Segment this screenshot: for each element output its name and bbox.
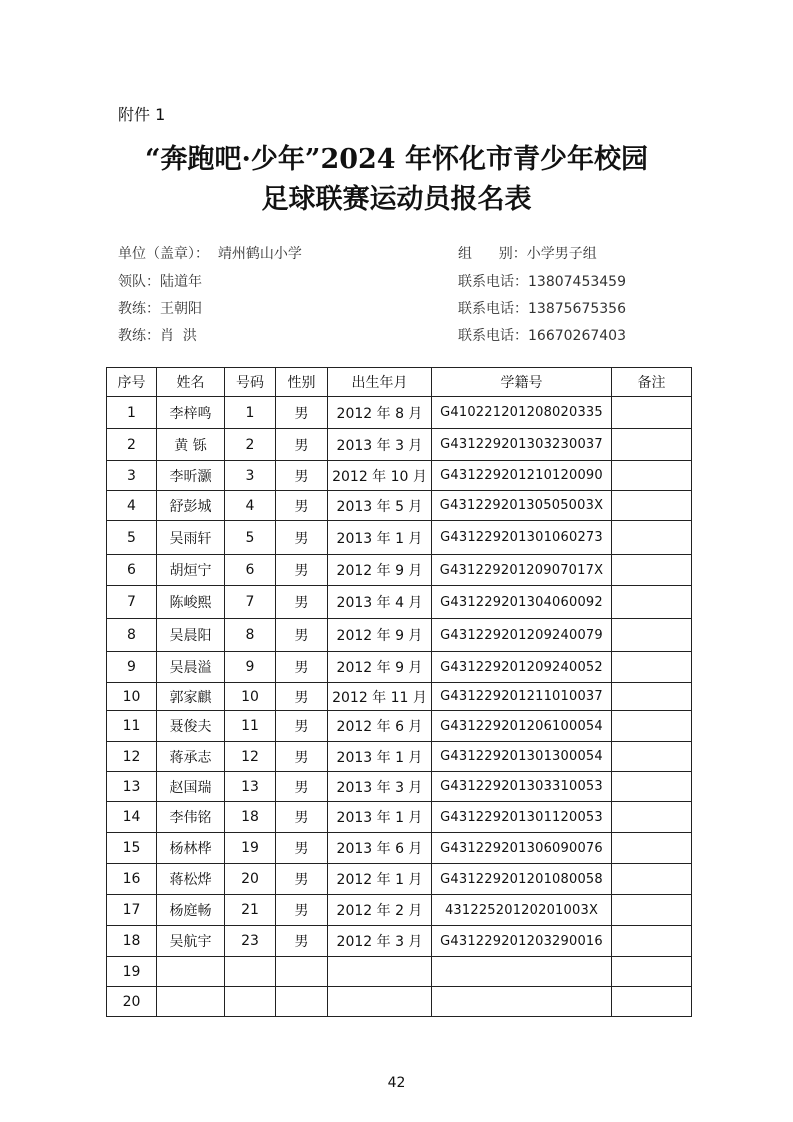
cell-student-id: 43122520120201003X: [432, 895, 612, 926]
cell-number: 21: [225, 895, 276, 926]
cell-name: [157, 957, 225, 987]
cell-remarks: [612, 586, 692, 619]
cell-number: 5: [225, 521, 276, 555]
table-row: [107, 802, 692, 833]
cell-index: 6: [107, 555, 157, 586]
unit-info: 单位（盖章）： 靖州鹤山小学: [118, 246, 302, 262]
cell-gender: [276, 987, 328, 1017]
cell-birth: 2012 年 9 月: [328, 555, 432, 586]
cell-student-id: G431229201306090076: [432, 833, 612, 864]
cell-name: 陈峻熙: [157, 586, 225, 619]
table-row: [107, 742, 692, 772]
table-row: [107, 711, 692, 742]
leader-info: 领队：陆道年: [118, 274, 202, 290]
cell-student-id: G431229201209240052: [432, 652, 612, 683]
cell-number: 9: [225, 652, 276, 683]
cell-gender: 男: [276, 742, 328, 772]
cell-index: 11: [107, 711, 157, 742]
cell-number: 3: [225, 461, 276, 491]
phone-info-3: 联系电话：16670267403: [458, 328, 626, 344]
cell-number: 18: [225, 802, 276, 833]
cell-index: 2: [107, 429, 157, 461]
cell-remarks: [612, 652, 692, 683]
cell-gender: 男: [276, 895, 328, 926]
cell-student-id: G431229201301120053: [432, 802, 612, 833]
cell-student-id: G431229201201080058: [432, 864, 612, 895]
header-remarks: 备注: [612, 368, 692, 397]
cell-gender: 男: [276, 397, 328, 429]
cell-number: 2: [225, 429, 276, 461]
cell-student-id: G43122920130505003X: [432, 491, 612, 521]
cell-index: 20: [107, 987, 157, 1017]
page-title-line-2: 足球联赛运动员报名表: [261, 184, 532, 215]
cell-gender: 男: [276, 864, 328, 895]
cell-name: 李梓鸣: [157, 397, 225, 429]
header-student-id: 学籍号: [432, 368, 612, 397]
cell-gender: 男: [276, 619, 328, 652]
cell-remarks: [612, 555, 692, 586]
header-gender: 性别: [276, 368, 328, 397]
cell-name: 聂俊夫: [157, 711, 225, 742]
cell-name: 黄 铄: [157, 429, 225, 461]
cell-index: 18: [107, 926, 157, 957]
cell-student-id: G43122920120907017X: [432, 555, 612, 586]
cell-student-id: G431229201206100054: [432, 711, 612, 742]
cell-index: 8: [107, 619, 157, 652]
cell-birth: 2012 年 1 月: [328, 864, 432, 895]
cell-birth: 2012 年 2 月: [328, 895, 432, 926]
cell-gender: 男: [276, 833, 328, 864]
table-row: [107, 461, 692, 491]
cell-name: 吴晨阳: [157, 619, 225, 652]
cell-number: [225, 957, 276, 987]
cell-student-id: [432, 987, 612, 1017]
table-row: [107, 429, 692, 461]
cell-name: [157, 987, 225, 1017]
cell-gender: 男: [276, 491, 328, 521]
cell-index: 9: [107, 652, 157, 683]
table-row: [107, 652, 692, 683]
cell-remarks: [612, 864, 692, 895]
cell-number: 8: [225, 619, 276, 652]
cell-student-id: G431229201209240079: [432, 619, 612, 652]
cell-number: 1: [225, 397, 276, 429]
cell-birth: [328, 957, 432, 987]
cell-name: 舒彭城: [157, 491, 225, 521]
cell-birth: 2013 年 1 月: [328, 802, 432, 833]
cell-student-id: G410221201208020335: [432, 397, 612, 429]
table-header-row: [107, 368, 692, 397]
header-name: 姓名: [157, 368, 225, 397]
cell-gender: 男: [276, 926, 328, 957]
cell-remarks: [612, 683, 692, 711]
cell-index: 7: [107, 586, 157, 619]
cell-birth: 2012 年 3 月: [328, 926, 432, 957]
cell-name: 杨庭畅: [157, 895, 225, 926]
cell-student-id: G431229201301060273: [432, 521, 612, 555]
roster-table: [106, 367, 692, 1017]
cell-student-id: [432, 957, 612, 987]
cell-name: 吴雨轩: [157, 521, 225, 555]
cell-index: 14: [107, 802, 157, 833]
cell-name: 蒋松烨: [157, 864, 225, 895]
cell-gender: 男: [276, 711, 328, 742]
table-row: [107, 957, 692, 987]
phone-info-1: 联系电话：13807453459: [458, 274, 626, 290]
cell-gender: 男: [276, 652, 328, 683]
cell-birth: 2013 年 6 月: [328, 833, 432, 864]
cell-number: 11: [225, 711, 276, 742]
table-row: [107, 683, 692, 711]
cell-student-id: G431229201203290016: [432, 926, 612, 957]
table-row: [107, 833, 692, 864]
cell-number: 19: [225, 833, 276, 864]
cell-name: 郭家麒: [157, 683, 225, 711]
cell-index: 1: [107, 397, 157, 429]
cell-remarks: [612, 926, 692, 957]
cell-gender: 男: [276, 802, 328, 833]
cell-birth: 2012 年 6 月: [328, 711, 432, 742]
cell-index: 5: [107, 521, 157, 555]
cell-name: 李昕灏: [157, 461, 225, 491]
cell-student-id: G431229201210120090: [432, 461, 612, 491]
cell-number: 12: [225, 742, 276, 772]
cell-gender: 男: [276, 683, 328, 711]
cell-index: 3: [107, 461, 157, 491]
cell-index: 17: [107, 895, 157, 926]
group-info: 组 别：小学男子组: [458, 246, 597, 262]
cell-student-id: G431229201303230037: [432, 429, 612, 461]
coach-info-1: 教练：王朝阳: [118, 301, 202, 317]
coach-info-2: 教练：肖 洪: [118, 328, 197, 344]
table-row: [107, 895, 692, 926]
cell-birth: 2013 年 4 月: [328, 586, 432, 619]
cell-remarks: [612, 957, 692, 987]
cell-remarks: [612, 429, 692, 461]
cell-remarks: [612, 461, 692, 491]
table-row: [107, 397, 692, 429]
cell-name: 李伟铭: [157, 802, 225, 833]
cell-gender: 男: [276, 586, 328, 619]
cell-birth: 2012 年 9 月: [328, 619, 432, 652]
cell-student-id: G431229201211010037: [432, 683, 612, 711]
cell-birth: 2012 年 10 月: [328, 461, 432, 491]
table-row: [107, 987, 692, 1017]
cell-student-id: G431229201303310053: [432, 772, 612, 802]
cell-number: 10: [225, 683, 276, 711]
cell-number: 23: [225, 926, 276, 957]
table-row: [107, 864, 692, 895]
cell-index: 16: [107, 864, 157, 895]
table-row: [107, 491, 692, 521]
header-birth: 出生年月: [328, 368, 432, 397]
cell-index: 10: [107, 683, 157, 711]
cell-number: [225, 987, 276, 1017]
cell-gender: 男: [276, 461, 328, 491]
cell-number: 7: [225, 586, 276, 619]
page-title-line-1: “奔跑吧·少年”2024 年怀化市青少年校园: [144, 144, 648, 175]
cell-name: 吴晨溢: [157, 652, 225, 683]
cell-number: 20: [225, 864, 276, 895]
cell-gender: 男: [276, 555, 328, 586]
table-row: [107, 521, 692, 555]
cell-number: 13: [225, 772, 276, 802]
cell-gender: 男: [276, 429, 328, 461]
cell-birth: 2012 年 9 月: [328, 652, 432, 683]
cell-gender: [276, 957, 328, 987]
cell-remarks: [612, 742, 692, 772]
cell-remarks: [612, 521, 692, 555]
header-index: 序号: [107, 368, 157, 397]
cell-birth: 2013 年 1 月: [328, 521, 432, 555]
cell-remarks: [612, 802, 692, 833]
cell-index: 4: [107, 491, 157, 521]
page-number: 42: [387, 1075, 406, 1091]
cell-remarks: [612, 895, 692, 926]
cell-remarks: [612, 711, 692, 742]
cell-remarks: [612, 397, 692, 429]
cell-name: 杨林桦: [157, 833, 225, 864]
cell-index: 19: [107, 957, 157, 987]
cell-name: 胡烜宁: [157, 555, 225, 586]
cell-birth: 2012 年 8 月: [328, 397, 432, 429]
cell-remarks: [612, 491, 692, 521]
cell-gender: 男: [276, 521, 328, 555]
table-row: [107, 772, 692, 802]
attachment-label: 附件 1: [118, 105, 166, 124]
cell-remarks: [612, 619, 692, 652]
cell-number: 4: [225, 491, 276, 521]
cell-index: 13: [107, 772, 157, 802]
cell-birth: [328, 987, 432, 1017]
cell-name: 蒋承志: [157, 742, 225, 772]
cell-remarks: [612, 833, 692, 864]
cell-student-id: G431229201301300054: [432, 742, 612, 772]
header-number: 号码: [225, 368, 276, 397]
cell-remarks: [612, 772, 692, 802]
cell-student-id: G431229201304060092: [432, 586, 612, 619]
cell-index: 12: [107, 742, 157, 772]
cell-index: 15: [107, 833, 157, 864]
cell-birth: 2013 年 3 月: [328, 772, 432, 802]
cell-gender: 男: [276, 772, 328, 802]
cell-name: 吴航宇: [157, 926, 225, 957]
cell-remarks: [612, 987, 692, 1017]
table-row: [107, 926, 692, 957]
phone-info-2: 联系电话：13875675356: [458, 301, 626, 317]
cell-name: 赵国瑞: [157, 772, 225, 802]
cell-birth: 2013 年 5 月: [328, 491, 432, 521]
cell-birth: 2013 年 3 月: [328, 429, 432, 461]
table-row: [107, 586, 692, 619]
cell-birth: 2013 年 1 月: [328, 742, 432, 772]
cell-number: 6: [225, 555, 276, 586]
table-row: [107, 555, 692, 586]
table-row: [107, 619, 692, 652]
cell-birth: 2012 年 11 月: [328, 683, 432, 711]
